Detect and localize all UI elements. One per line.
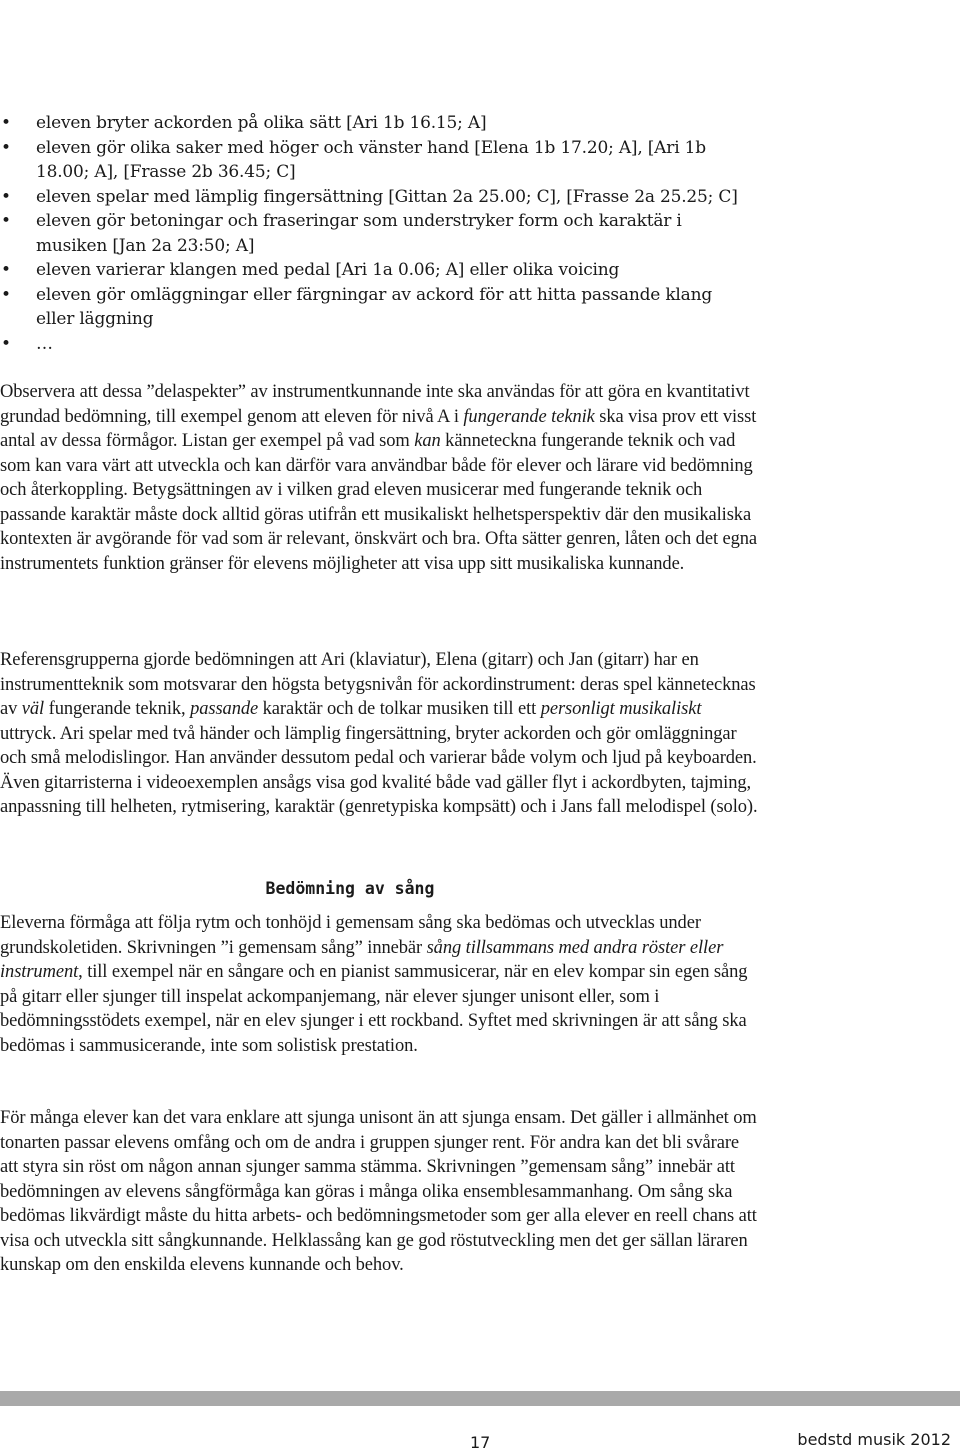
bullet-icon: •: [1, 113, 11, 133]
aspect-bullet-list: [0, 111, 740, 356]
list-item: [0, 283, 740, 332]
list-item: [0, 185, 740, 210]
list-item: [0, 136, 740, 185]
bullet-icon: •: [1, 211, 11, 231]
list-item: [0, 111, 740, 136]
list-item: [0, 332, 740, 357]
publication-title: bedstd musik 2012: [797, 1430, 951, 1449]
paragraph-unison-singing: För många elever kan det vara enklare att sjunga unisont än att sjunga ensam. Det gäller i allmänhet om tonarten passar elevens omfång och om de andra i gruppen sjunger rent. För andra kan det bli svårare att styra sin röst om någon annan sjunger samma stämma. Skrivningen ”gemensam sång” innebär att bedömningen av elevens sångförmåga kan göras i många olika ensemblesammanhang. Om sång ska bedömas likvärdigt måste du hitta arbets- och bedömningsmetoder som ger alla elever en reell chans att visa och utveckla sitt sångkunnande. Helklassång kan ge god röstutveckling men det ger sällan läraren kunskap om den enskilda elevens kunnande och behov.: [0, 1108, 757, 1275]
list-item: [0, 258, 740, 283]
bullet-icon: •: [1, 186, 11, 207]
list-item: [0, 209, 740, 258]
list-item-text: eleven varierar klangen med pedal [Ari 1a 0.06; A] eller olika voicing: [36, 260, 620, 280]
list-item-text: …: [36, 333, 53, 354]
list-item-text: eleven gör omläggningar eller färgningar av ackord för att hitta passande klang eller läggning: [36, 284, 713, 329]
list-item-text: eleven bryter ackorden på olika sätt [Ari 1b 16.15; A]: [36, 113, 487, 133]
paragraph-reference-groups: Referensgrupperna gjorde bedömningen att Ari (klaviatur), Elena (gitarr) och Jan (gitarr) har en instrumentteknik som motsvarar den högsta betygsnivån för ackordinstrument: deras spel kännetecknas av väl fungerande teknik, passande karaktär och de tolkar musiken till ett personligt musikaliskt uttryck. Ari spelar med två händer och lämplig fingersättning, bryter ackorden och gör omläggningar och små melodislingor. Han använder dessutom pedal och varierar både volym och ljud på keyboarden. Även gitarristerna i videoexemplen ansågs visa god kvalité både vad gäller flyt i ackordbyten, tajming, anpassning till helheten, rytmisering, karaktär (genretypiska kompsätt) och i Jans fall melodispel (solo).: [0, 650, 758, 817]
footer-divider-bar: [0, 1391, 960, 1406]
list-item-text: eleven gör olika saker med höger och vänster hand [Elena 1b 17.20; A], [Ari 1b 18.00; A], [Frasse 2b 36.45; C]: [36, 137, 706, 182]
section-heading: Bedömning av sång: [265, 879, 435, 898]
list-item-text: eleven spelar med lämplig fingersättning [Gittan 2a 25.00; C], [Frasse 2a 25.25; C]: [36, 186, 738, 207]
list-item-text: eleven gör betoningar och fraseringar som understryker form och karaktär i musiken [Jan 2a 23:50; A]: [36, 211, 682, 256]
bullet-icon: •: [1, 333, 11, 354]
page-number: 17: [470, 1433, 491, 1452]
bullet-icon: •: [1, 284, 11, 305]
bullet-icon: •: [1, 260, 11, 280]
bullet-icon: •: [1, 137, 11, 158]
paragraph-observation: Observera att dessa ”delaspekter” av instrumentkunnande inte ska användas för att göra en kvantitativt grundad bedömning, till exempel genom att eleven för nivå A i fungerande teknik ska visa prov ett visst antal av dessa förmågor. Listan ger exempel på vad som kan känneteckna fungerande teknik och vad som kan vara värt att utveckla och kan därför vara användbar både för elever och lärare vid bedömning och återkoppling. Betygsättningen av i vilken grad eleven musicerar med fungerande teknik och passande karaktär måste dock alltid göras utifrån ett musikaliskt helhetsperspektiv där den musikaliska kontexten är avgörande för vad som är relevant, önskvärt och bra. Ofta sätter genren, låten och det egna instrumentets funktion gränser för elevens möjligheter att visa upp sitt musikaliska kunnande.: [0, 382, 758, 574]
paragraph-singing-assessment: Eleverna förmåga att följa rytm och tonhöjd i gemensam sång ska bedömas och utvecklas under grundskoletiden. Skrivningen ”i gemensam sång” innebär sång tillsammans med andra röster eller instrument, till exempel när en sångare och en pianist sammusicerar, när en elev kompar sin egen sång på gitarr eller sjunger till inspelat ackompanjemang, när elever sjunger unisont eller, som i bedömningsstödets exempel, när en elev sjunger i ett rockband. Syftet med skrivningen är att sång ska bedömas i sammusicerande, inte som solistisk prestation.: [0, 913, 748, 1056]
